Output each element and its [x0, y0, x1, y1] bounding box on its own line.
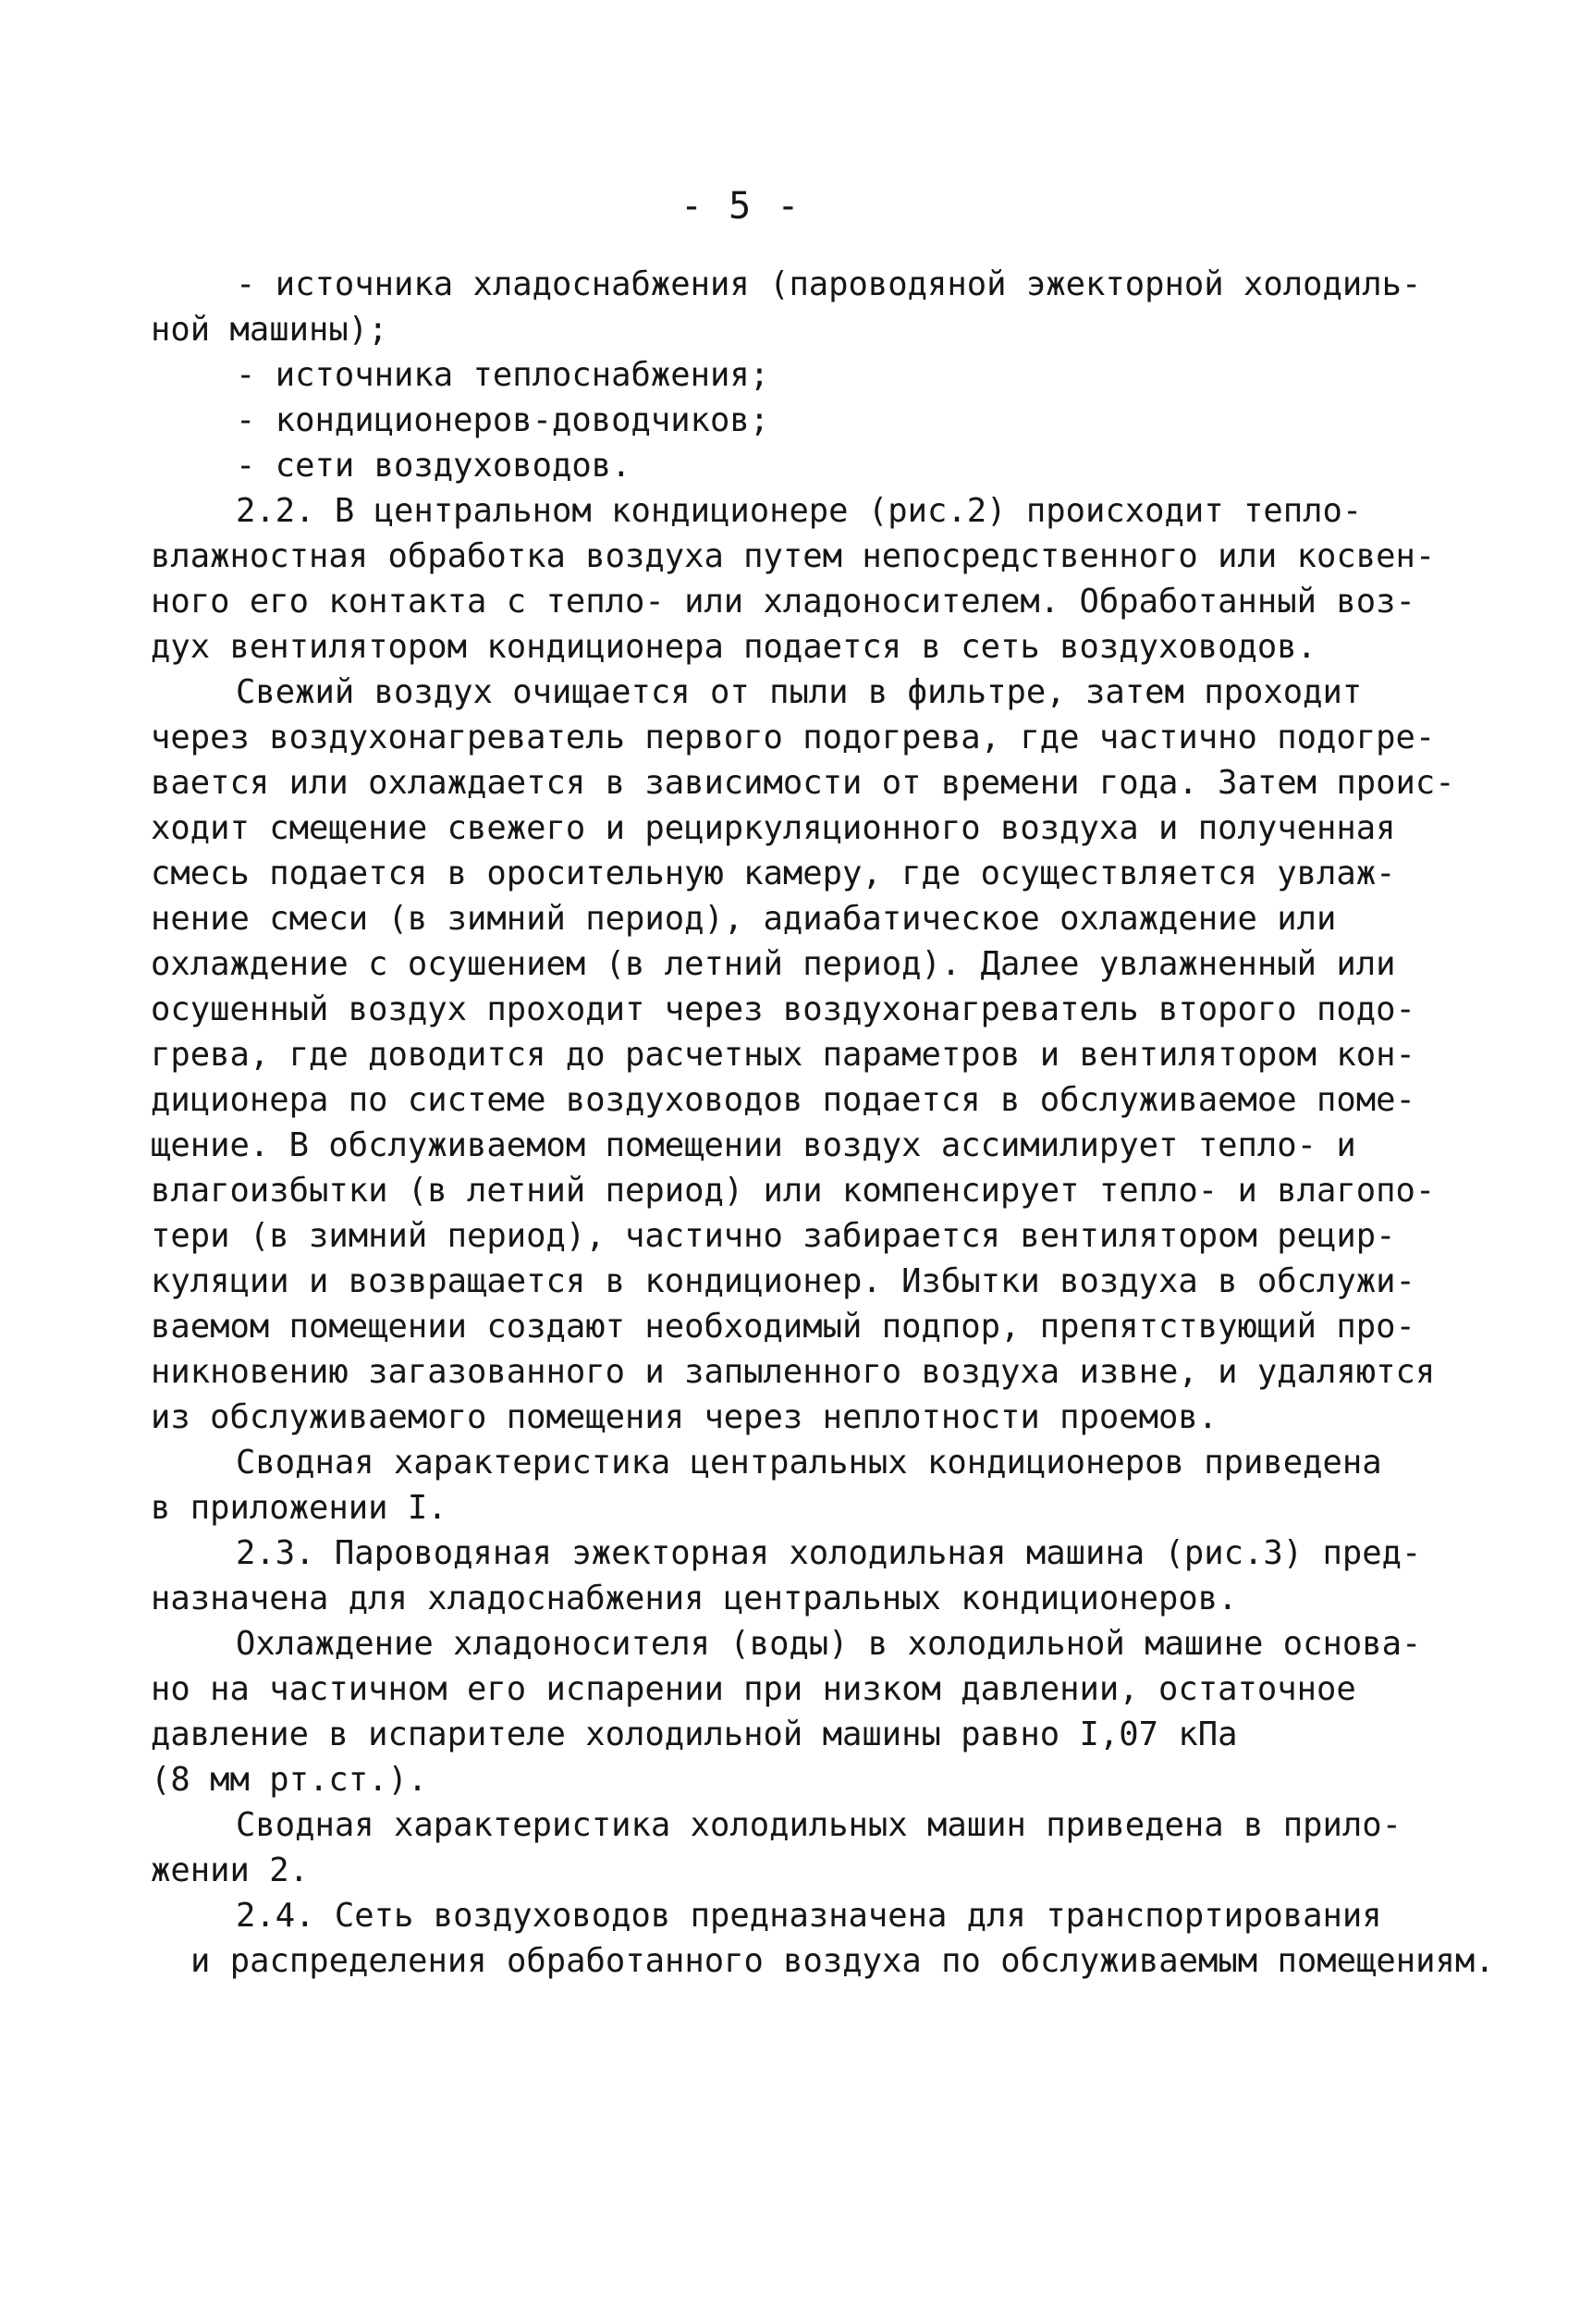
text-line: влагоизбытки (в летний период) или компенсирует тепло- и влагопо- [151, 1172, 1436, 1210]
text-line: смесь подается в оросительную камеру, где осуществляется увлаж- [151, 855, 1396, 892]
text-line: дух вентилятором кондиционера подается в сеть воздуховодов. [151, 628, 1317, 666]
text-line: вается или охлаждается в зависимости от времени года. Затем проис- [151, 764, 1455, 802]
text-line: осушенный воздух проходит через воздухонагреватель второго подо- [151, 990, 1415, 1028]
text-line: никновению загазованного и запыленного воздуха извне, и удаляются [151, 1353, 1436, 1391]
text-line: - источника теплоснабжения; [236, 356, 770, 394]
text-line: и распределения обработанного воздуха по обслуживаемым помещениям. [190, 1942, 1495, 1980]
text-line: охлаждение с осушением (в летний период). Далее увлажненный или [151, 945, 1396, 983]
text-line: куляции и возвращается в кондиционер. Избытки воздуха в обслужи- [151, 1262, 1415, 1300]
text-line: 2.4. Сеть воздуховодов предназначена для транспортирования [236, 1897, 1382, 1935]
text-line: - кондиционеров-доводчиков; [236, 401, 770, 439]
text-line: грева, где доводится до расчетных параметров и вентилятором кон- [151, 1036, 1415, 1074]
text-line: ного его контакта с тепло- или хладоносителем. Обработанный воз- [151, 583, 1415, 621]
text-line: Охлаждение хладоносителя (воды) в холодильной машине основа- [236, 1625, 1422, 1663]
text-line: Свежий воздух очищается от пыли в фильтре, затем проходит [236, 673, 1363, 711]
text-line: Сводная характеристика холодильных машин приведена в прило- [236, 1806, 1402, 1844]
text-line: назначена для хладоснабжения центральных кондиционеров. [151, 1580, 1238, 1617]
text-line: из обслуживаемого помещения через неплотности проемов. [151, 1398, 1219, 1436]
text-line: (8 мм рт.ст.). [151, 1761, 428, 1799]
text-line: ной машины); [151, 311, 388, 349]
text-line: ваемом помещении создают необходимый подпор, препятствующий про- [151, 1308, 1415, 1346]
text-line: 2.2. В центральном кондиционере (рис.2) происходит тепло- [236, 492, 1363, 530]
text-line: тери (в зимний период), частично забирается вентилятором рецир- [151, 1217, 1396, 1255]
text-line: - сети воздуховодов. [236, 447, 631, 485]
text-line: жении 2. [151, 1851, 309, 1889]
text-line: в приложении I. [151, 1489, 447, 1527]
text-line: Сводная характеристика центральных кондиционеров приведена [236, 1444, 1382, 1482]
text-line: но на частичном его испарении при низком давлении, остаточное [151, 1670, 1356, 1708]
text-line: нение смеси (в зимний период), адиабатическое охлаждение или [151, 900, 1337, 938]
text-line: через воздухонагреватель первого подогрева, где частично подогре- [151, 719, 1436, 756]
text-line: давление в испарителе холодильной машины равно I,07 кПа [151, 1715, 1238, 1753]
page-number: - 5 - [680, 185, 802, 227]
text-line: влажностная обработка воздуха путем непосредственного или косвен- [151, 537, 1436, 575]
text-line: щение. В обслуживаемом помещении воздух ассимилирует тепло- и [151, 1126, 1356, 1164]
text-line: - источника хладоснабжения (пароводяной эжекторной холодиль- [236, 265, 1422, 303]
text-line: диционера по системе воздуховодов подается в обслуживаемое поме- [151, 1081, 1415, 1119]
text-line: ходит смещение свежего и рециркуляционного воздуха и полученная [151, 809, 1396, 847]
text-line: 2.3. Пароводяная эжекторная холодильная машина (рис.3) пред- [236, 1534, 1422, 1572]
